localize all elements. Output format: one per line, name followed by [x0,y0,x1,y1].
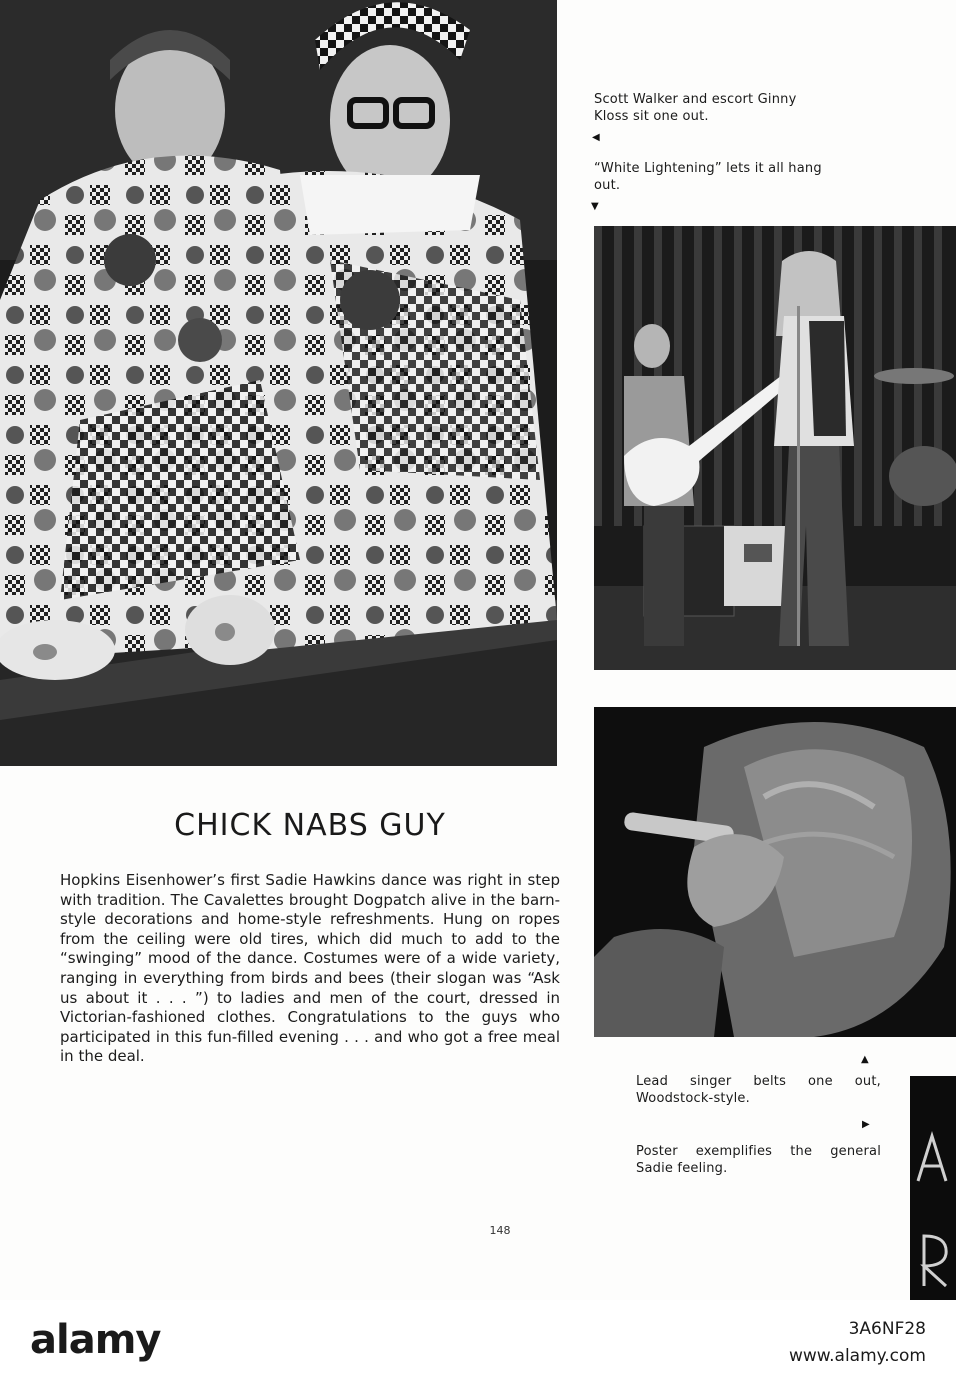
image-id: 3A6NF28 [848,1319,926,1339]
band-photo-graphic [594,226,956,670]
caption-lead-singer: Lead singer belts one out, Woodstock-style. [636,1074,881,1106]
alamy-logo: alamy [30,1317,161,1363]
right-arrow-icon: ▶ [862,1119,870,1130]
left-arrow-icon: ◀ [592,132,600,143]
poster-photo-graphic [910,1076,956,1300]
caption-scott-walker: Scott Walker and escort Ginny Kloss sit one out. [594,92,797,124]
down-arrow-icon: ▼ [591,201,599,212]
costumes-photo-graphic [0,0,557,766]
caption-white-lightening: “White Lightening” lets it all hang out. [594,161,822,193]
footer-url: www.alamy.com [788,1346,926,1366]
poster-photo [910,1076,956,1300]
costumes-photo [0,0,557,766]
band-photo [594,226,956,670]
singer-photo-graphic [594,707,956,1037]
caption-poster: Poster exemplifies the general Sadie feeling. [636,1144,881,1176]
article-body: Hopkins Eisenhower’s first Sadie Hawkins dance was right in step with tradition. The Cavalettes brought Dogpatch alive in the barn-style decorations and home-style refreshments. Hung on ropes from the ceiling were old tires, which did much to add to the “swinging” mood of the dance. Costumes were of a wide variety, ranging in everything from birds and bees (their slogan was “Ask us about it . . . ”) to ladies and men of the court, dressed in Victorian-fashioned clothes. Congratulations to the guys who participated in this fun-filled evening . . . and who got a free meal in the deal. [60,871,560,1066]
article-headline: CHICK NABS GUY [174,808,446,843]
singer-photo [594,707,956,1037]
up-arrow-icon: ▲ [861,1054,869,1065]
page-number: 148 [489,1224,511,1237]
